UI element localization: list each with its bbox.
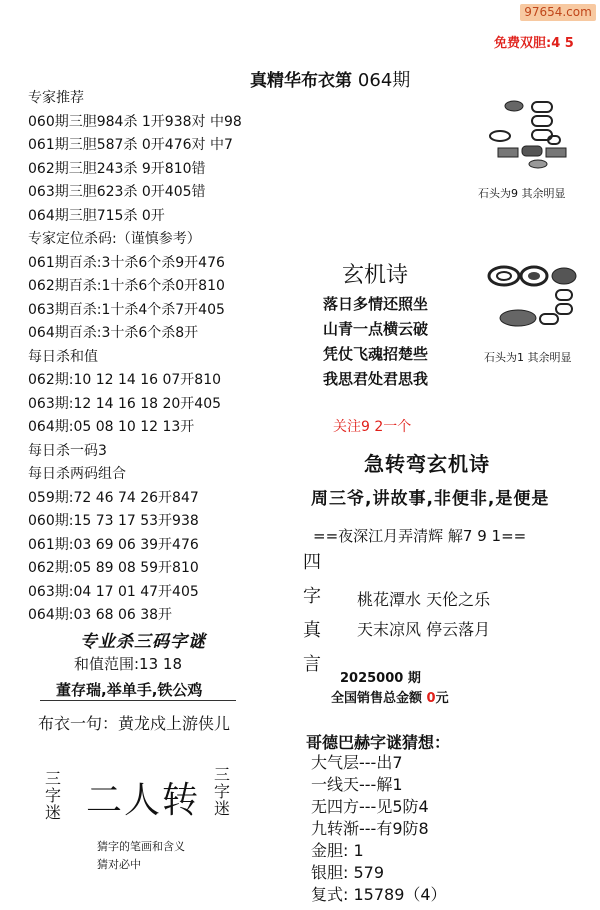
four-char: 真 [303, 620, 321, 641]
list-item: 063期三胆623杀 0开405错 [28, 184, 206, 200]
xuanji-poem [323, 292, 428, 392]
sales-label: 全国销售总金额 [331, 691, 423, 706]
sum-range: 和值范围:13 18 [74, 655, 182, 673]
list-item: 061期:03 69 06 39开476 [28, 536, 199, 553]
list-item: 062期:10 12 14 16 07开810 [28, 372, 222, 388]
list-item: 专家定位杀码:（谨慎参考） [28, 231, 201, 247]
list-item: 062期三胆243杀 9开810错 [28, 160, 206, 177]
xuanji-title: 玄机诗 [342, 263, 409, 288]
list-item: 无四方---见5防4 [311, 797, 429, 816]
goldbach-title: 哥德巴赫字谜猜想： [306, 733, 451, 752]
stone-caption-1: 石头为1 其余明显 [484, 351, 572, 364]
list-item: 专家推荐 [28, 90, 84, 106]
four-words-vertical [303, 546, 323, 682]
idioms [357, 585, 490, 645]
hint-line: 猜字的笔画和含义 [97, 840, 185, 853]
night-line: ==夜深江月弄清辉 解7 9 1== [313, 527, 527, 545]
four-char: 字 [303, 586, 321, 607]
stone-puzzle-9-graphic [488, 96, 580, 184]
list-item: 061期三胆587杀 0开476对 中7 [28, 137, 233, 153]
hint-line: 猜对必中 [97, 858, 141, 871]
four-char: 言 [303, 654, 321, 675]
list-item: 064期:05 08 10 12 13开 [28, 419, 195, 435]
page-title [250, 66, 410, 92]
divider [40, 700, 236, 701]
stone-puzzle-1-graphic [486, 262, 584, 344]
list-item: 060期三胆984杀 1开938对 中98 [28, 113, 242, 130]
focus-note: 关注9 2一个 [333, 419, 412, 435]
four-char: 四 [303, 552, 321, 573]
list-item: 063期百杀:1十杀4个杀7开405 [28, 301, 225, 318]
sales-issue: 2025000 期 [340, 671, 421, 686]
list-item: 060期:15 73 17 53开938 [28, 513, 199, 529]
list-item: 大气层---出7 [311, 753, 403, 772]
list-item: 九转渐---有9防8 [311, 819, 429, 838]
sales-amount: 0 [426, 691, 436, 706]
list-item: 061期百杀:3十杀6个杀9开476 [28, 254, 225, 271]
goldbach-list [311, 752, 447, 906]
list-item: 金胆: 1 [311, 841, 364, 860]
poem-line: 落日多情还照坐 [323, 295, 429, 313]
side-label-right: 三字迷 [213, 765, 230, 818]
list-item: 063期:12 14 16 18 20开405 [28, 395, 222, 412]
free-double-label: 免费双胆:4 5 [494, 36, 574, 51]
side-label-left: 三字迷 [44, 769, 61, 822]
list-item: 064期:03 68 06 38开 [28, 607, 173, 623]
title-text: 真精华布衣第 [250, 71, 352, 91]
riddle-names: 董存瑞,举单手,铁公鸡 [56, 681, 203, 699]
list-item: 064期百杀:3十杀6个杀8开 [28, 325, 199, 341]
jizhuan-line: 周三爷,讲故事,非便非,是便是 [311, 489, 550, 509]
poem-line: 山青一点横云破 [323, 320, 429, 338]
poem-line: 凭仗飞魂招楚些 [323, 345, 429, 363]
list-item: 063期:04 17 01 47开405 [28, 583, 199, 600]
jizhuan-title: 急转弯玄机诗 [364, 452, 490, 476]
list-item: 062期:05 89 08 59开810 [28, 560, 199, 576]
sales-unit: 元 [435, 691, 449, 706]
list-item: 每日杀两码组合 [28, 466, 126, 482]
title-issue: 064期 [357, 70, 411, 91]
list-item: 复式: 15789（4） [311, 885, 447, 904]
list-item: 每日杀和值 [28, 348, 98, 365]
sales-total [331, 687, 449, 706]
poem-line: 我思君处君思我 [323, 370, 429, 388]
list-item: 064期三胆715杀 0开 [28, 207, 165, 224]
stone-caption-9: 石头为9 其余明显 [478, 187, 566, 200]
idiom-line: 桃花潭水 天伦之乐 [357, 590, 491, 609]
list-item: 一线天---解1 [311, 775, 403, 794]
list-item: 062期百杀:1十杀6个杀0开810 [28, 278, 225, 294]
site-badge[interactable]: 97654.com [520, 4, 596, 21]
riddle-big-text: 二人转 [86, 780, 201, 821]
buyi-line: 布衣一句：黄龙戍上游侠儿 [38, 714, 231, 733]
kill-three-title: 专业杀三码字谜 [80, 632, 206, 652]
list-item: 银胆: 579 [311, 863, 385, 882]
list-item: 每日杀一码3 [28, 442, 107, 459]
left-list [28, 87, 242, 628]
riddle-hints [97, 838, 185, 874]
list-item: 059期:72 46 74 26开847 [28, 489, 199, 506]
idiom-line: 天末凉风 停云落月 [357, 620, 491, 639]
